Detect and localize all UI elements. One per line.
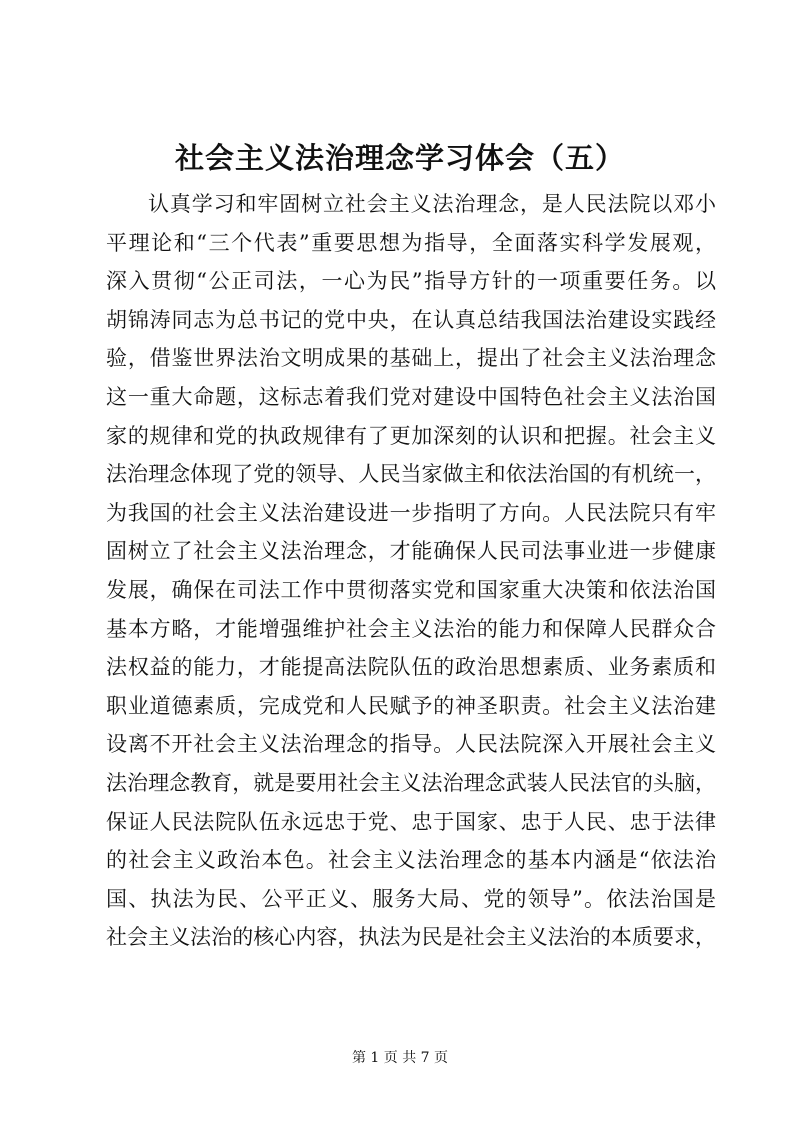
body-line: 法治理念体现了党的领导、人民当家做主和依法治国的有机统一， [106,462,716,487]
body-line: 平理论和“三个代表”重要思想为指导，全面落实科学发展观， [106,230,716,255]
body-line: 这一重大命题，这标志着我们党对建设中国特色社会主义法治国 [106,384,716,409]
body-line: 固树立了社会主义法治理念，才能确保人民司法事业进一步健康 [106,539,716,564]
body-line: 保证人民法院队伍永远忠于党、忠于国家、忠于人民、忠于法律 [106,809,716,834]
body-line: 的社会主义政治本色。社会主义法治理念的基本内涵是“依法治 [106,848,716,873]
body-line: 法治理念教育，就是要用社会主义法治理念武装人民法官的头脑， [106,770,716,795]
body-line: 为我国的社会主义法治建设进一步指明了方向。人民法院只有牢 [106,500,716,525]
body-line: 设离不开社会主义法治理念的指导。人民法院深入开展社会主义 [106,732,716,757]
body-line: 社会主义法治的核心内容，执法为民是社会主义法治的本质要求， [106,925,716,950]
document-body [106,185,716,957]
body-line: 验，借鉴世界法治文明成果的基础上，提出了社会主义法治理念 [106,346,716,371]
body-line: 法权益的能力，才能提高法院队伍的政治思想素质、业务素质和 [106,655,716,680]
body-line: 胡锦涛同志为总书记的党中央，在认真总结我国法治建设实践经 [106,307,716,332]
body-line: 基本方略，才能增强维护社会主义法治的能力和保障人民群众合 [106,616,716,641]
body-line: 职业道德素质，完成党和人民赋予的神圣职责。社会主义法治建 [106,693,716,718]
body-line: 国、执法为民、公平正义、服务大局、党的领导”。依法治国是 [106,886,716,911]
page-footer: 第 1 页 共 7 页 [351,1050,449,1066]
document-title: 社会主义法治理念学习体会（五） [174,141,625,175]
body-line: 深入贯彻“公正司法，一心为民”指导方针的一项重要任务。以 [106,269,716,294]
body-line: 家的规律和党的执政规律有了更加深刻的认识和把握。社会主义 [106,423,716,448]
body-line: 发展，确保在司法工作中贯彻落实党和国家重大决策和依法治国 [106,577,716,602]
body-line: 认真学习和牢固树立社会主义法治理念，是人民法院以邓小 [148,192,716,216]
